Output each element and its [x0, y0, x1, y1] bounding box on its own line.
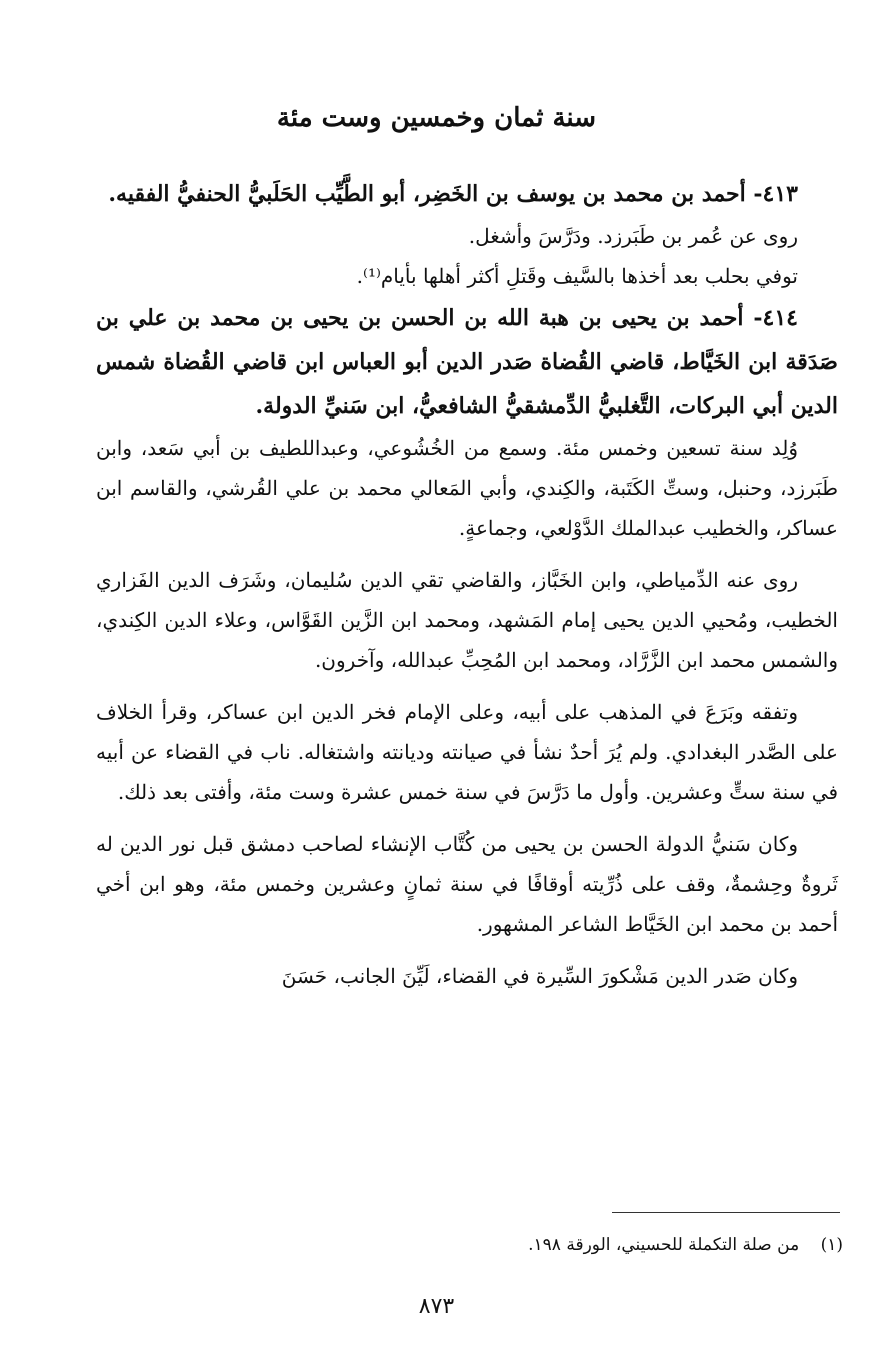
- page-number: ٨٧٣: [418, 1294, 455, 1319]
- entry-414-paragraph: وكان سَنيُّ الدولة الحسن بن يحيى من كُتَّاب الإنشاء لصاحب دمشق قبل نور الدين له ثَروةٌ وحِشمةٌ، وقف على ذُرِّيته أوقافًا في سنة ثمانٍ وعشرين وخمس مئة، وهو ابن أخي أحمد بن محمد ابن الخَيَّاط الشاعر المشهور.: [96, 832, 838, 936]
- page-title: سنة ثمان وخمسين وست مئة: [276, 103, 597, 133]
- entry-heading-414: ٤١٤- أحمد بن يحيى بن هبة الله بن الحسن بن يحيى بن محمد بن علي بن صَدَقة ابن الخَيَّاط، قاضي القُضاة صَدر الدين أبو العباس ابن قاضي القُضاة شمس الدين أبي البركات، التَّغلبيُّ الدِّمشقيُّ الشافعيُّ، ابن سَنيِّ الدولة.: [96, 305, 838, 419]
- entry-414-paragraph: وُلِد سنة تسعين وخمس مئة. وسمع من الخُشُوعي، وعبداللطيف بن أبي سَعد، وابن طَبَرزد، وحنبل، وستِّ الكَتَبة، والكِندي، وأبي المَعالي محمد بن علي القُرشي، والقاسم ابن عساكر، والخطيب عبدالملك الدَّوْلعي، وجماعةٍ.: [96, 436, 838, 540]
- page-body: [96, 172, 838, 996]
- entry-414-paragraph: روى عنه الدِّمياطي، وابن الخَبَّاز، والقاضي تقي الدين سُليمان، وشَرَف الدين الفَزاري الخطيب، ومُحيي الدين يحيى إمام المَشهد، ومحمد ابن الزَّين القَوَّاس، وعلاء الدين الكِندي، والشمس محمد ابن الزَّرَّاد، ومحمد ابن المُحِبِّ عبدالله، وآخرون.: [96, 568, 838, 672]
- footnote: [83, 1232, 843, 1258]
- footnote-text: من صلة التكملة للحسيني، الورقة ١٩٨.: [528, 1235, 800, 1255]
- entry-413-paragraph: روى عن عُمر بن طَبَرزد. ودَرَّسَ وأشغل.: [468, 224, 798, 248]
- entry-heading-413: ٤١٣- أحمد بن محمد بن يوسف بن الخَضِر، أبو الطَّيِّب الحَلَبيُّ الحنفيُّ الفقيه.: [108, 181, 798, 207]
- entry-413-paragraph: توفي بحلب بعد أخذها بالسَّيف وقَتلِ أكثر أهلها بأيام⁽¹⁾.: [356, 264, 798, 288]
- entry-414-paragraph: وتفقه وبَرَعَ في المذهب على أبيه، وعلى الإمام فخر الدين ابن عساكر، وقرأ الخلاف على الصَّدر البغدادي. ولم يُرَ أحدٌ نشأ في صيانته وديانته واشتغاله. ناب في القضاء عن أبيه في سنة ستٍّ وعشرين. وأول ما دَرَّسَ في سنة خمس عشرة وست مئة، وأفتى بعد ذلك.: [96, 700, 838, 804]
- entry-414-paragraph: وكان صَدر الدين مَشْكورَ السِّيرة في القضاء، لَيِّنَ الجانب، حَسَنَ: [281, 964, 798, 988]
- footnote-divider: [612, 1212, 840, 1213]
- footnote-number: (١): [820, 1235, 843, 1255]
